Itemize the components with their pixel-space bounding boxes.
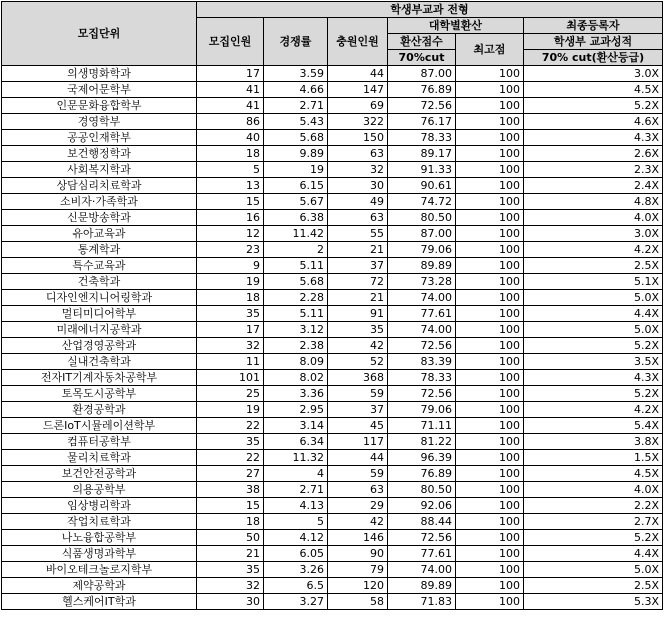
grade-cell: 4.0X (524, 482, 663, 498)
competition-cell: 5.68 (264, 274, 328, 290)
waitlist-cell: 69 (328, 98, 388, 114)
table-row (2, 498, 663, 514)
competition-cell: 2.95 (264, 402, 328, 418)
competition-cell: 5.11 (264, 258, 328, 274)
quota-cell: 38 (197, 482, 264, 498)
competition-cell: 6.34 (264, 434, 328, 450)
unit-name-cell: 미래에너지공학과 (2, 322, 197, 338)
competition-cell: 5.43 (264, 114, 328, 130)
max-score-cell: 100 (456, 322, 524, 338)
unit-name-cell: 토목도시공학부 (2, 386, 197, 402)
quota-cell: 15 (197, 194, 264, 210)
competition-cell: 2.71 (264, 98, 328, 114)
table-row (2, 98, 663, 114)
unit-name-cell: 나노융합공학부 (2, 530, 197, 546)
max-score-cell: 100 (456, 434, 524, 450)
quota-cell: 23 (197, 242, 264, 258)
quota-cell: 16 (197, 210, 264, 226)
table-row (2, 434, 663, 450)
waitlist-cell: 63 (328, 482, 388, 498)
quota-header: 모집인원 (197, 18, 264, 66)
table-row (2, 482, 663, 498)
waitlist-cell: 79 (328, 562, 388, 578)
grade-cell: 5.4X (524, 418, 663, 434)
score-cell: 83.39 (388, 354, 456, 370)
quota-cell: 13 (197, 178, 264, 194)
max-score-cell: 100 (456, 354, 524, 370)
competition-cell: 2 (264, 242, 328, 258)
waitlist-cell: 37 (328, 402, 388, 418)
competition-cell: 11.42 (264, 226, 328, 242)
unit-name-cell: 전자IT기계자동차공학부 (2, 370, 197, 386)
waitlist-cell: 32 (328, 162, 388, 178)
competition-cell: 4 (264, 466, 328, 482)
max-score-cell: 100 (456, 114, 524, 130)
table-row (2, 162, 663, 178)
competition-cell: 6.05 (264, 546, 328, 562)
table-row (2, 418, 663, 434)
quota-cell: 12 (197, 226, 264, 242)
quota-cell: 22 (197, 450, 264, 466)
table-row (2, 258, 663, 274)
waitlist-cell: 322 (328, 114, 388, 130)
grade-cell: 5.1X (524, 274, 663, 290)
waitlist-cell: 45 (328, 418, 388, 434)
competition-cell: 8.09 (264, 354, 328, 370)
table-row (2, 290, 663, 306)
unit-name-cell: 인문문화융합학부 (2, 98, 197, 114)
quota-cell: 101 (197, 370, 264, 386)
grade-cell: 4.6X (524, 114, 663, 130)
grade-cell: 4.4X (524, 546, 663, 562)
max-score-cell: 100 (456, 306, 524, 322)
waitlist-cell: 147 (328, 82, 388, 98)
max-score-cell: 100 (456, 146, 524, 162)
unit-name-cell: 제약공학과 (2, 578, 197, 594)
waitlist-cell: 72 (328, 274, 388, 290)
max-score-cell: 100 (456, 386, 524, 402)
score-header: 환산점수 (388, 34, 456, 50)
competition-cell: 4.12 (264, 530, 328, 546)
competition-header: 경쟁률 (264, 18, 328, 66)
waitlist-header: 충원인원 (328, 18, 388, 66)
table-row (2, 178, 663, 194)
grade-cell: 4.0X (524, 210, 663, 226)
grade-cell: 4.3X (524, 130, 663, 146)
max-score-cell: 100 (456, 370, 524, 386)
score-cell: 96.39 (388, 450, 456, 466)
unit-name-cell: 유아교육과 (2, 226, 197, 242)
quota-cell: 32 (197, 338, 264, 354)
table-row (2, 338, 663, 354)
max-score-cell: 100 (456, 210, 524, 226)
quota-cell: 9 (197, 258, 264, 274)
max-score-cell: 100 (456, 194, 524, 210)
waitlist-cell: 59 (328, 466, 388, 482)
unit-name-cell: 신문방송학과 (2, 210, 197, 226)
unit-name-cell: 보건안전공학과 (2, 466, 197, 482)
waitlist-cell: 44 (328, 450, 388, 466)
table-row (2, 578, 663, 594)
table-row (2, 146, 663, 162)
competition-cell: 9.89 (264, 146, 328, 162)
waitlist-cell: 37 (328, 258, 388, 274)
score-cell: 92.06 (388, 498, 456, 514)
table-row (2, 82, 663, 98)
unit-name-cell: 산업경영공학과 (2, 338, 197, 354)
waitlist-cell: 117 (328, 434, 388, 450)
competition-cell: 5 (264, 514, 328, 530)
table-row (2, 194, 663, 210)
waitlist-cell: 30 (328, 178, 388, 194)
unit-name-cell: 소비자·가족학과 (2, 194, 197, 210)
grade-cell: 5.0X (524, 322, 663, 338)
quota-cell: 18 (197, 146, 264, 162)
grade-cell: 5.0X (524, 290, 663, 306)
grade-cell: 5.0X (524, 562, 663, 578)
grade-cell: 3.0X (524, 66, 663, 82)
score-cell: 87.00 (388, 66, 456, 82)
score-cell: 88.44 (388, 514, 456, 530)
score-cell: 77.61 (388, 546, 456, 562)
quota-cell: 18 (197, 514, 264, 530)
score-sub-header: 70%cut (388, 50, 456, 66)
unit-name-cell: 사회복지학과 (2, 162, 197, 178)
unit-name-cell: 의생명화학과 (2, 66, 197, 82)
score-cell: 71.83 (388, 594, 456, 610)
unit-name-cell: 바이오테크놀로지학부 (2, 562, 197, 578)
max-score-cell: 100 (456, 530, 524, 546)
max-header: 최고점 (456, 34, 524, 66)
unit-name-cell: 헬스케어IT학과 (2, 594, 197, 610)
score-cell: 72.56 (388, 98, 456, 114)
score-cell: 76.89 (388, 82, 456, 98)
max-score-cell: 100 (456, 274, 524, 290)
grade-cell: 2.5X (524, 578, 663, 594)
quota-cell: 21 (197, 546, 264, 562)
quota-cell: 18 (197, 290, 264, 306)
competition-cell: 3.27 (264, 594, 328, 610)
competition-cell: 3.36 (264, 386, 328, 402)
score-cell: 73.28 (388, 274, 456, 290)
competition-cell: 3.26 (264, 562, 328, 578)
waitlist-cell: 63 (328, 210, 388, 226)
score-cell: 74.72 (388, 194, 456, 210)
max-score-cell: 100 (456, 242, 524, 258)
table-row (2, 594, 663, 610)
unit-name-cell: 식품생명과학부 (2, 546, 197, 562)
quota-cell: 25 (197, 386, 264, 402)
quota-cell: 35 (197, 434, 264, 450)
waitlist-cell: 91 (328, 306, 388, 322)
table-row (2, 354, 663, 370)
quota-cell: 35 (197, 306, 264, 322)
quota-cell: 27 (197, 466, 264, 482)
score-cell: 89.89 (388, 258, 456, 274)
waitlist-cell: 35 (328, 322, 388, 338)
score-cell: 76.17 (388, 114, 456, 130)
table-row (2, 530, 663, 546)
table-row (2, 370, 663, 386)
score-cell: 91.33 (388, 162, 456, 178)
unit-name-cell: 의용공학부 (2, 482, 197, 498)
grade-cell: 2.6X (524, 146, 663, 162)
quota-cell: 40 (197, 130, 264, 146)
max-score-cell: 100 (456, 226, 524, 242)
max-score-cell: 100 (456, 482, 524, 498)
waitlist-cell: 52 (328, 354, 388, 370)
score-cell: 89.89 (388, 578, 456, 594)
score-cell: 74.00 (388, 322, 456, 338)
competition-cell: 2.71 (264, 482, 328, 498)
table-row (2, 514, 663, 530)
grade-cell: 5.2X (524, 530, 663, 546)
waitlist-cell: 44 (328, 66, 388, 82)
track-header: 학생부교과 전형 (197, 2, 663, 18)
score-cell: 79.06 (388, 402, 456, 418)
grade-cell: 5.2X (524, 98, 663, 114)
table-row (2, 322, 663, 338)
score-cell: 79.06 (388, 242, 456, 258)
score-cell: 72.56 (388, 386, 456, 402)
final-sub2-header: 70% cut(환산등급) (524, 50, 663, 66)
quota-cell: 30 (197, 594, 264, 610)
max-score-cell: 100 (456, 418, 524, 434)
unit-name-cell: 상담심리치료학과 (2, 178, 197, 194)
competition-cell: 4.13 (264, 498, 328, 514)
unit-name-cell: 디자인엔지니어링학과 (2, 290, 197, 306)
unit-name-cell: 멀티미디어학부 (2, 306, 197, 322)
score-cell: 80.50 (388, 210, 456, 226)
quota-cell: 32 (197, 578, 264, 594)
waitlist-cell: 63 (328, 146, 388, 162)
max-score-cell: 100 (456, 498, 524, 514)
quota-cell: 19 (197, 402, 264, 418)
competition-cell: 6.15 (264, 178, 328, 194)
unit-name-cell: 공공인재학부 (2, 130, 197, 146)
waitlist-cell: 21 (328, 290, 388, 306)
max-score-cell: 100 (456, 562, 524, 578)
quota-cell: 50 (197, 530, 264, 546)
waitlist-cell: 55 (328, 226, 388, 242)
waitlist-cell: 42 (328, 338, 388, 354)
waitlist-cell: 150 (328, 130, 388, 146)
score-cell: 89.17 (388, 146, 456, 162)
score-cell: 72.56 (388, 338, 456, 354)
competition-cell: 3.12 (264, 322, 328, 338)
table-row (2, 466, 663, 482)
quota-cell: 17 (197, 322, 264, 338)
grade-cell: 5.2X (524, 386, 663, 402)
conversion-header: 대학별환산 (388, 18, 524, 34)
table-row (2, 66, 663, 82)
unit-name-cell: 실내건축학과 (2, 354, 197, 370)
table-row (2, 546, 663, 562)
grade-cell: 4.4X (524, 306, 663, 322)
quota-cell: 11 (197, 354, 264, 370)
max-score-cell: 100 (456, 402, 524, 418)
table-row (2, 130, 663, 146)
max-score-cell: 100 (456, 338, 524, 354)
score-cell: 87.00 (388, 226, 456, 242)
waitlist-cell: 49 (328, 194, 388, 210)
grade-cell: 5.2X (524, 338, 663, 354)
competition-cell: 5.68 (264, 130, 328, 146)
score-cell: 81.22 (388, 434, 456, 450)
max-score-cell: 100 (456, 466, 524, 482)
grade-cell: 5.3X (524, 594, 663, 610)
grade-cell: 2.2X (524, 498, 663, 514)
table-body (2, 66, 663, 610)
competition-cell: 6.38 (264, 210, 328, 226)
grade-cell: 1.5X (524, 450, 663, 466)
grade-cell: 4.3X (524, 370, 663, 386)
competition-cell: 5.11 (264, 306, 328, 322)
max-score-cell: 100 (456, 290, 524, 306)
unit-name-cell: 환경공학과 (2, 402, 197, 418)
waitlist-cell: 59 (328, 386, 388, 402)
max-score-cell: 100 (456, 82, 524, 98)
max-score-cell: 100 (456, 178, 524, 194)
competition-cell: 3.59 (264, 66, 328, 82)
score-cell: 77.61 (388, 306, 456, 322)
waitlist-cell: 368 (328, 370, 388, 386)
grade-cell: 4.5X (524, 82, 663, 98)
grade-cell: 3.0X (524, 226, 663, 242)
competition-cell: 4.66 (264, 82, 328, 98)
score-cell: 76.89 (388, 466, 456, 482)
grade-cell: 4.8X (524, 194, 663, 210)
grade-cell: 4.5X (524, 466, 663, 482)
table-row (2, 274, 663, 290)
table-row (2, 386, 663, 402)
max-score-cell: 100 (456, 578, 524, 594)
table-row (2, 114, 663, 130)
max-score-cell: 100 (456, 450, 524, 466)
competition-cell: 2.28 (264, 290, 328, 306)
unit-name-cell: 임상병리학과 (2, 498, 197, 514)
quota-cell: 41 (197, 82, 264, 98)
score-cell: 74.00 (388, 290, 456, 306)
score-cell: 71.11 (388, 418, 456, 434)
max-score-cell: 100 (456, 66, 524, 82)
unit-name-cell: 작업치료학과 (2, 514, 197, 530)
max-score-cell: 100 (456, 258, 524, 274)
max-score-cell: 100 (456, 546, 524, 562)
max-score-cell: 100 (456, 594, 524, 610)
competition-cell: 2.38 (264, 338, 328, 354)
final-header: 최종등록자 (524, 18, 663, 34)
final-sub1-header: 학생부 교과성적 (524, 34, 663, 50)
waitlist-cell: 90 (328, 546, 388, 562)
grade-cell: 3.5X (524, 354, 663, 370)
unit-name-cell: 건축학과 (2, 274, 197, 290)
score-cell: 72.56 (388, 530, 456, 546)
unit-name-cell: 특수교육과 (2, 258, 197, 274)
quota-cell: 86 (197, 114, 264, 130)
score-cell: 90.61 (388, 178, 456, 194)
grade-cell: 2.7X (524, 514, 663, 530)
waitlist-cell: 58 (328, 594, 388, 610)
waitlist-cell: 42 (328, 514, 388, 530)
table-row (2, 210, 663, 226)
grade-cell: 2.3X (524, 162, 663, 178)
grade-cell: 2.4X (524, 178, 663, 194)
unit-name-cell: 경영학부 (2, 114, 197, 130)
score-cell: 74.00 (388, 562, 456, 578)
admission-table (1, 1, 663, 610)
score-cell: 78.33 (388, 370, 456, 386)
table-header (2, 2, 663, 66)
quota-cell: 35 (197, 562, 264, 578)
unit-header: 모집단위 (2, 2, 197, 66)
table-row (2, 402, 663, 418)
waitlist-cell: 146 (328, 530, 388, 546)
max-score-cell: 100 (456, 130, 524, 146)
table-row (2, 562, 663, 578)
table-row (2, 450, 663, 466)
unit-name-cell: 보건행정학과 (2, 146, 197, 162)
max-score-cell: 100 (456, 514, 524, 530)
waitlist-cell: 120 (328, 578, 388, 594)
competition-cell: 11.32 (264, 450, 328, 466)
table-row (2, 242, 663, 258)
unit-name-cell: 통계학과 (2, 242, 197, 258)
score-cell: 78.33 (388, 130, 456, 146)
quota-cell: 41 (197, 98, 264, 114)
score-cell: 80.50 (388, 482, 456, 498)
max-score-cell: 100 (456, 98, 524, 114)
quota-cell: 22 (197, 418, 264, 434)
quota-cell: 5 (197, 162, 264, 178)
unit-name-cell: 국제어문학부 (2, 82, 197, 98)
waitlist-cell: 21 (328, 242, 388, 258)
quota-cell: 17 (197, 66, 264, 82)
quota-cell: 19 (197, 274, 264, 290)
waitlist-cell: 29 (328, 498, 388, 514)
grade-cell: 2.5X (524, 258, 663, 274)
max-score-cell: 100 (456, 162, 524, 178)
grade-cell: 4.2X (524, 402, 663, 418)
competition-cell: 6.5 (264, 578, 328, 594)
grade-cell: 3.8X (524, 434, 663, 450)
table-row (2, 226, 663, 242)
unit-name-cell: 컴퓨터공학부 (2, 434, 197, 450)
quota-cell: 15 (197, 498, 264, 514)
competition-cell: 3.14 (264, 418, 328, 434)
competition-cell: 19 (264, 162, 328, 178)
table-row (2, 306, 663, 322)
unit-name-cell: 드론IoT시뮬레이션학부 (2, 418, 197, 434)
competition-cell: 8.02 (264, 370, 328, 386)
grade-cell: 4.2X (524, 242, 663, 258)
competition-cell: 5.67 (264, 194, 328, 210)
unit-name-cell: 물리치료학과 (2, 450, 197, 466)
